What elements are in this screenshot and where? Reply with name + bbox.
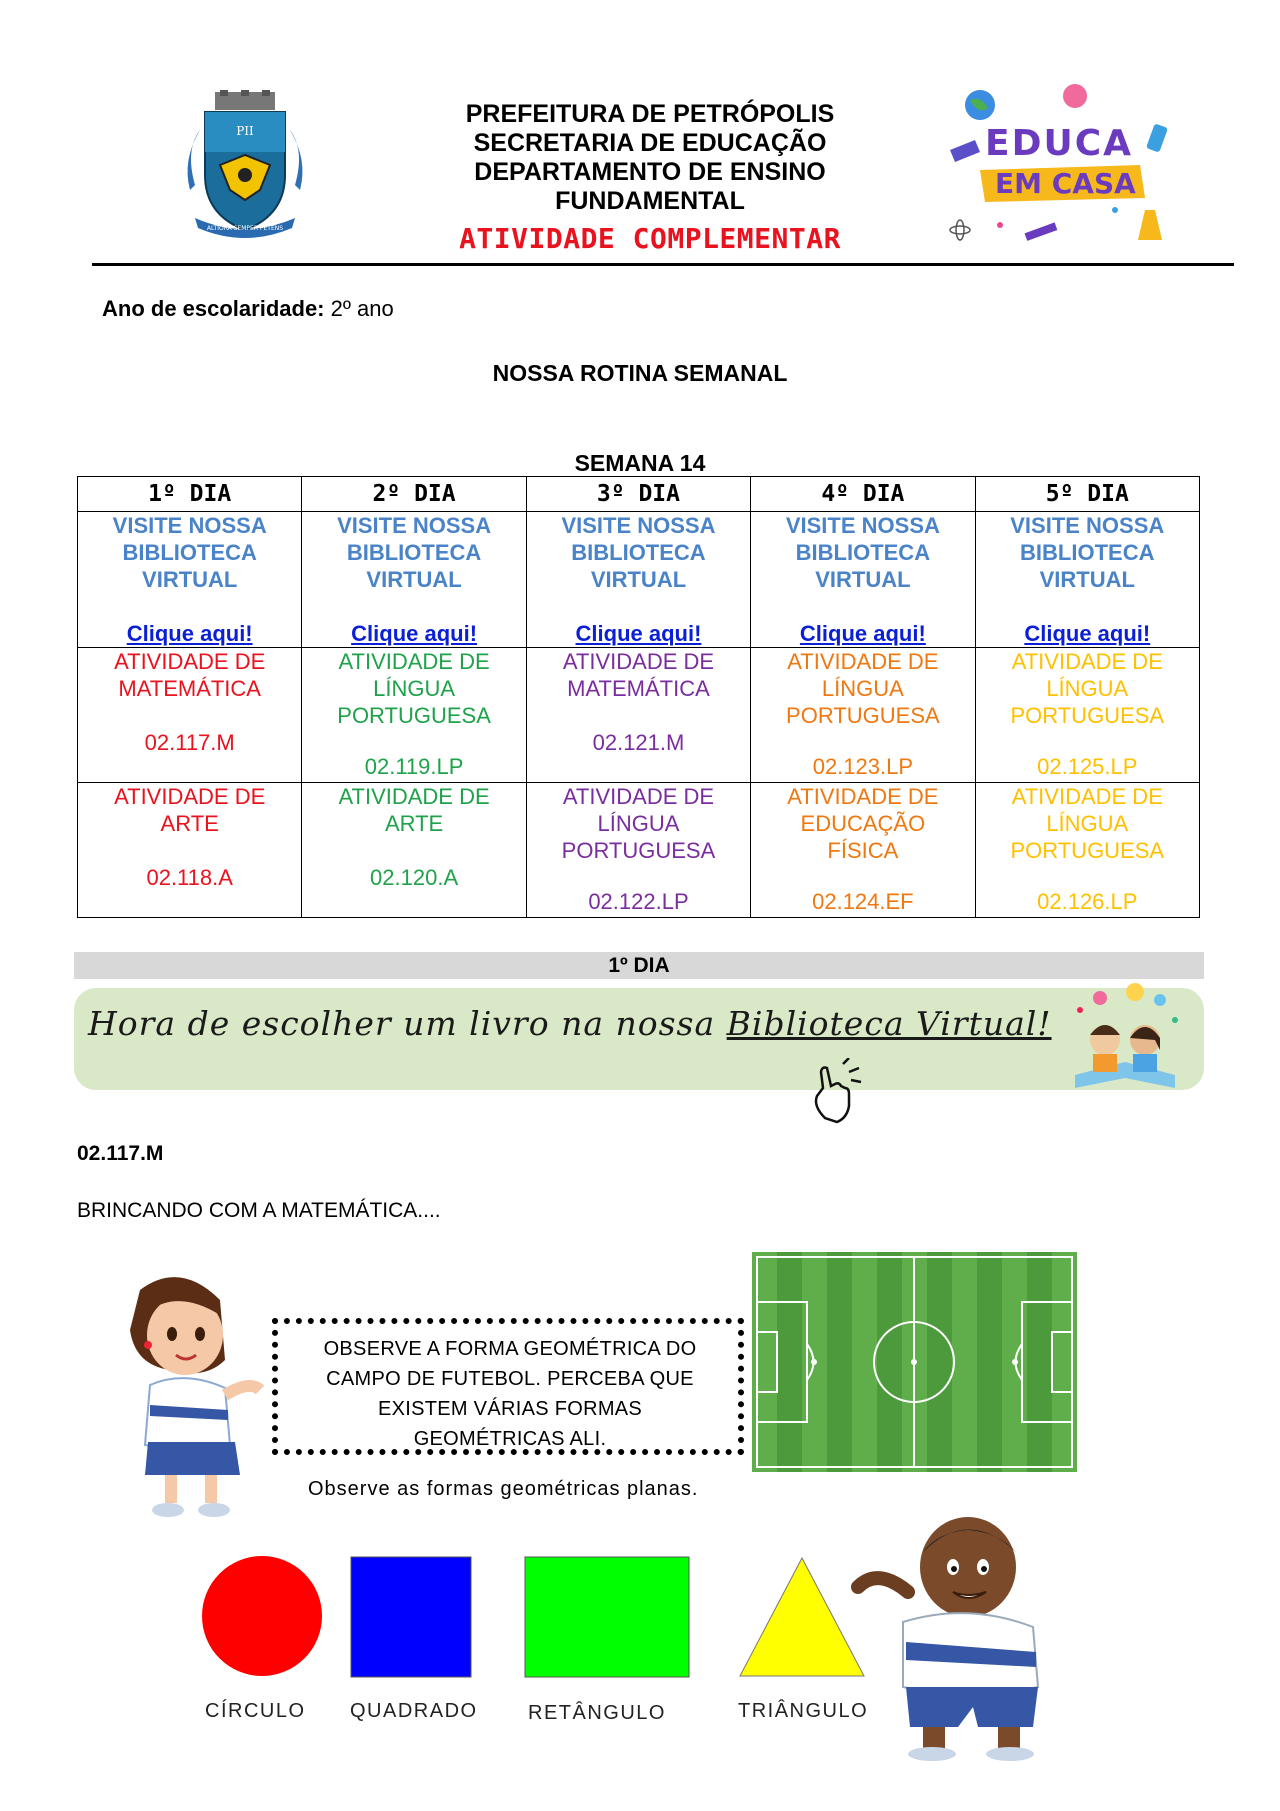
header-line-2: SECRETARIA DE EDUCAÇÃO	[473, 129, 827, 157]
library-cell	[302, 512, 526, 648]
header-divider	[92, 263, 1234, 266]
yellow-triangle-shape	[738, 1556, 866, 1678]
day-header-1: 1º DIA	[78, 477, 302, 512]
week-label: SEMANA 14	[574, 450, 706, 476]
library-line-2: BIBLIOTECA	[122, 540, 257, 565]
library-line-1: VISITE NOSSA	[561, 513, 716, 538]
day-bar: 1º DIA	[74, 952, 1204, 979]
coat-of-arms-logo	[180, 90, 310, 240]
banner-text: Hora de escolher um livro na nossa Biblioteca Virtual!	[88, 1004, 1052, 1043]
school-year-value: 2º ano	[330, 296, 394, 321]
header-line-1: PREFEITURA DE PETRÓPOLIS	[465, 100, 835, 128]
activity-code-heading: 02.117.M	[77, 1142, 164, 1165]
label-triangle: TRIÂNGULO	[738, 1700, 869, 1722]
day-header-4: 4º DIA	[751, 477, 975, 512]
activity-code: 02.118.A	[146, 865, 233, 890]
kids-reading-illustration	[1060, 980, 1190, 1092]
header-block	[390, 100, 910, 253]
day-header-2: 2º DIA	[302, 477, 526, 512]
library-line-3: VIRTUAL	[1039, 567, 1135, 592]
activity-code: 02.117.M	[144, 730, 235, 755]
activity-code: 02.120.A	[370, 865, 459, 890]
activity-code: 02.121.M	[592, 730, 685, 755]
school-year	[102, 296, 394, 322]
activity-code: 02.125.LP	[1037, 754, 1138, 779]
label-square: QUADRADO	[350, 1700, 478, 1722]
educa-em-casa-logo	[940, 80, 1190, 255]
library-line-1: VISITE NOSSA	[785, 513, 940, 538]
library-link[interactable]: Clique aqui!	[799, 621, 926, 646]
library-line-2: BIBLIOTECA	[1020, 540, 1155, 565]
library-line-3: VIRTUAL	[366, 567, 462, 592]
logo-word-educa: EDUCA	[985, 123, 1133, 164]
library-line-2: BIBLIOTECA	[571, 540, 706, 565]
day-header-5: 5º DIA	[975, 477, 1199, 512]
crest-motto: ALTIORA SEMPER PETENS	[206, 225, 284, 232]
blue-square-shape	[350, 1556, 472, 1678]
banner-link[interactable]: Biblioteca Virtual!	[726, 1004, 1052, 1043]
activity-title: ATIVIDADE COMPLEMENTAR	[459, 222, 841, 255]
library-cell	[78, 512, 302, 648]
activity-code: 02.122.LP	[588, 889, 689, 914]
library-line-1: VISITE NOSSA	[1010, 513, 1165, 538]
day-header-3: 3º DIA	[526, 477, 750, 512]
activity-title-text: BRINCANDO COM A MATEMÁTICA....	[77, 1199, 441, 1222]
library-line-3: VIRTUAL	[815, 567, 911, 592]
header-line-4: FUNDAMENTAL	[555, 187, 745, 215]
label-circle: CÍRCULO	[205, 1700, 306, 1722]
pointing-hand-icon	[805, 1058, 865, 1126]
label-rectangle: RETÂNGULO	[528, 1702, 666, 1724]
activity-code: 02.126.LP	[1037, 889, 1138, 914]
routine-title: NOSSA ROTINA SEMANAL	[492, 360, 788, 386]
library-line-1: VISITE NOSSA	[112, 513, 267, 538]
schedule-table	[77, 476, 1200, 918]
activity-code: 02.119.LP	[364, 754, 464, 779]
library-line-2: BIBLIOTECA	[795, 540, 931, 565]
activity-cell[interactable]: ATIVIDADE DE LÍNGUA PORTUGUESA 02.126.LP	[975, 783, 1199, 918]
activity-code: 02.124.EF	[812, 889, 914, 914]
activity-cell[interactable]: ATIVIDADE DE ARTE 02.118.A	[78, 783, 302, 918]
instruction-text: OBSERVE A FORMA GEOMÉTRICA DO CAMPO DE FUTEBOL. PERCEBA QUE EXISTEM VÁRIAS FORMAS GEOMÉTRICAS ALI.	[323, 1338, 697, 1450]
soccer-field-illustration	[752, 1252, 1077, 1472]
library-cell	[975, 512, 1199, 648]
activity-cell[interactable]: ATIVIDADE DE LÍNGUA PORTUGUESA 02.123.LP	[751, 648, 975, 783]
library-cell	[751, 512, 975, 648]
boy-character-illustration	[848, 1512, 1058, 1762]
library-line-3: VIRTUAL	[590, 567, 687, 592]
activity-cell[interactable]: ATIVIDADE DE EDUCAÇÃO FÍSICA 02.124.EF	[751, 783, 975, 918]
library-line-3: VIRTUAL	[142, 567, 238, 592]
crest-text: PII	[236, 124, 254, 138]
red-circle-shape	[200, 1554, 324, 1678]
girl-character-illustration	[110, 1270, 280, 1520]
library-link[interactable]: Clique aqui!	[126, 621, 253, 646]
library-link[interactable]: Clique aqui!	[351, 621, 478, 646]
activity-cell[interactable]: ATIVIDADE DE MATEMÁTICA 02.121.M	[526, 648, 750, 783]
activity-cell[interactable]: ATIVIDADE DE LÍNGUA PORTUGUESA 02.122.LP	[526, 783, 750, 918]
observe-shapes-text: Observe as formas geométricas planas.	[308, 1478, 699, 1500]
logo-word-em-casa: EM CASA	[995, 167, 1136, 200]
activity-cell[interactable]: ATIVIDADE DE LÍNGUA PORTUGUESA 02.119.LP	[302, 648, 526, 783]
library-line-2: BIBLIOTECA	[346, 540, 482, 565]
library-line-1: VISITE NOSSA	[337, 513, 492, 538]
library-link[interactable]: Clique aqui!	[575, 621, 702, 646]
header-line-3: DEPARTAMENTO DE ENSINO	[474, 158, 826, 186]
activity-cell[interactable]: ATIVIDADE DE MATEMÁTICA 02.117.M	[78, 648, 302, 783]
activity-code: 02.123.LP	[812, 754, 914, 779]
school-year-label: Ano de escolaridade:	[102, 296, 325, 321]
library-link[interactable]: Clique aqui!	[1024, 621, 1151, 646]
activity-cell[interactable]: ATIVIDADE DE LÍNGUA PORTUGUESA 02.125.LP	[975, 648, 1199, 783]
green-rectangle-shape	[524, 1556, 690, 1678]
activity-cell[interactable]: ATIVIDADE DE ARTE 02.120.A	[302, 783, 526, 918]
library-cell	[526, 512, 750, 648]
